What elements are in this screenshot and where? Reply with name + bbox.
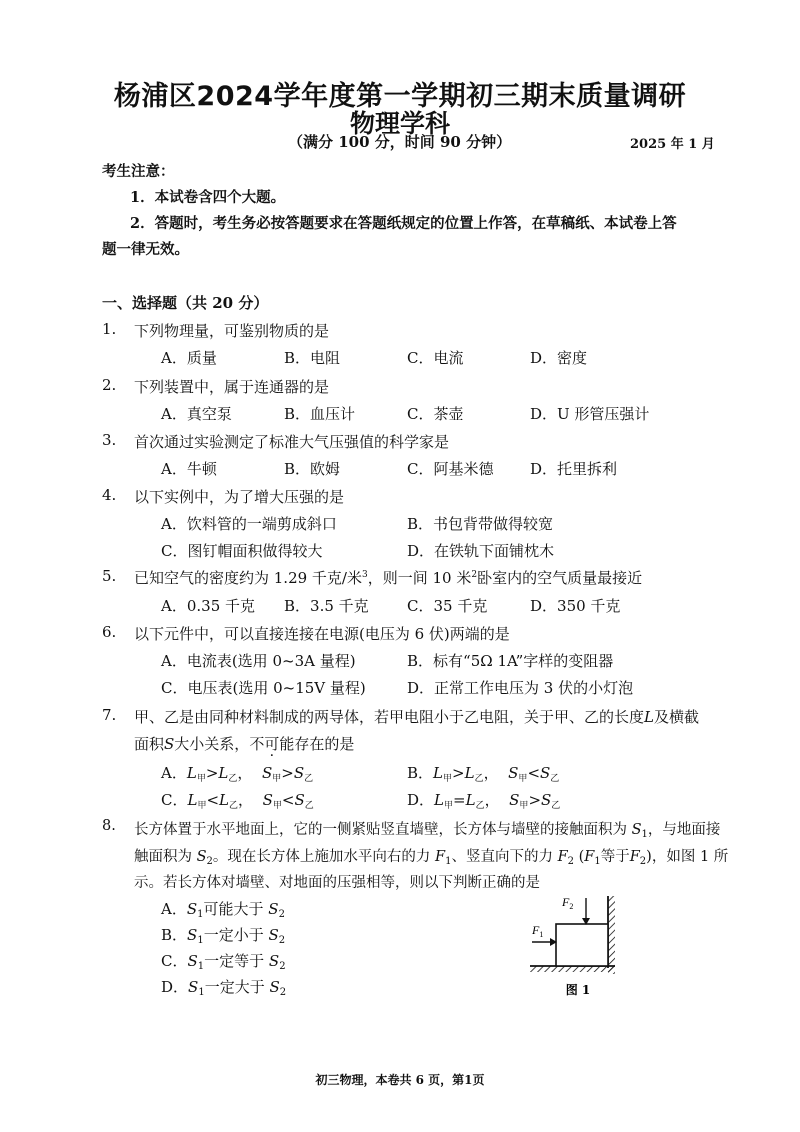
- q5-option-a: A．0.35 千克: [161, 597, 255, 615]
- question-number: 2.: [102, 376, 117, 394]
- q7-option-d: D．$L_甲=L_乙$， $S_甲>S_乙$: [407, 791, 561, 811]
- f2-label: $F_2$: [562, 895, 574, 911]
- question-number: 7.: [102, 706, 117, 724]
- question-number: 3.: [102, 431, 117, 449]
- question-8-stem-line1: 长方体置于水平地面上，它的一侧紧贴竖直墙壁，长方体与墙壁的接触面积为 $S_1$，与地面接: [134, 822, 721, 840]
- exam-info: （满分 100 分，时间 90 分钟）: [288, 133, 512, 151]
- q3-option-c: C．阿基米德: [407, 460, 494, 478]
- question-8-stem-line2: 触面积为 $S_2$。现在长方体上施加水平向右的力 $F_1$、竖直向下的力 $F_2$ ($F_1$等于$F_2$)，如图 1 所: [134, 849, 729, 867]
- question-5-stem: 已知空气的密度约为 1.29 千克/米$^3$，则一间 10 米$^2$卧室内的空气质量最接近: [134, 569, 643, 587]
- document-title: 杨浦区2024学年度第一学期初三期末质量调研: [113, 81, 687, 112]
- q2-option-d: D．U 形管压强计: [530, 405, 650, 423]
- figure-caption: 图 1: [565, 983, 591, 997]
- block: [556, 924, 608, 966]
- question-7-stem-line1: 甲、乙是由同种材料制成的两导体，若甲电阻小于乙电阻，关于甲、乙的长度L及横截: [134, 708, 699, 726]
- figure-1-diagram: [520, 890, 630, 1002]
- question-7-stem-line2: 面积S大小关系，不可能存在的是: [134, 735, 355, 753]
- wall-hatch: [608, 896, 615, 974]
- exam-date: 2025 年 1 月: [630, 137, 715, 152]
- ground-hatch: [530, 966, 615, 972]
- q6-option-b: B．标有“5Ω 1A”字样的变阻器: [407, 652, 614, 670]
- question-3-stem: 首次通过实验测定了标准大气压强值的科学家是: [134, 433, 450, 451]
- q6-option-a: A．电流表(选用 0~3A 量程): [161, 652, 356, 670]
- q7-option-b: B．$L_甲>L_乙$， $S_甲<S_乙$: [407, 764, 560, 784]
- q1-option-c: C．电流: [407, 349, 464, 367]
- notice-item-1: 1．本试卷含四个大题。: [130, 189, 286, 206]
- question-6-stem: 以下元件中，可以直接连接在电源(电压为 6 伏)两端的是: [134, 625, 510, 643]
- q8-option-d: D．$S_1$一定大于 $S_2$: [161, 978, 287, 998]
- q6-option-d: D．正常工作电压为 3 伏的小灯泡: [407, 679, 634, 697]
- q6-option-c: C．电压表(选用 0~15V 量程): [161, 679, 366, 697]
- question-1-stem: 下列物理量，可鉴别物质的是: [134, 322, 330, 340]
- page-footer: 初三物理，本卷共 6 页，第1页: [315, 1073, 485, 1087]
- notice-item-2: 2．答题时，考生务必按答题要求在答题纸规定的位置上作答，在草稿纸、本试卷上答: [130, 215, 677, 232]
- section-heading: 一、选择题（共 20 分）: [102, 294, 269, 312]
- q4-option-a: A．饮料管的一端剪成斜口: [161, 515, 337, 533]
- subject-title: 物理学科: [349, 109, 450, 138]
- q7-option-a: A．$L_甲>L_乙$， $S_甲>S_乙$: [161, 764, 314, 784]
- question-number: 8.: [102, 818, 116, 834]
- q8-option-b: B．$S_1$一定小于 $S_2$: [161, 926, 286, 946]
- q4-option-d: D．在铁轨下面铺枕木: [407, 542, 555, 560]
- q3-option-a: A．牛顿: [161, 460, 217, 478]
- q7-option-c: C．$L_甲<L_乙$， $S_甲<S_乙$: [161, 791, 314, 811]
- q3-option-b: B．欧姆: [284, 460, 341, 478]
- q5-option-d: D．350 千克: [530, 597, 621, 615]
- q5-option-b: B．3.5 千克: [284, 597, 369, 615]
- q3-option-d: D．托里拆利: [530, 460, 618, 478]
- q1-option-d: D．密度: [530, 349, 588, 367]
- question-number: 5.: [102, 567, 117, 585]
- q8-option-c: C．$S_1$一定等于 $S_2$: [161, 952, 286, 972]
- q2-option-a: A．真空泵: [161, 405, 232, 423]
- notice-item-2-cont: 题一律无效。: [102, 241, 189, 258]
- q1-option-a: A．质量: [161, 349, 217, 367]
- q5-option-c: C．35 千克: [407, 597, 488, 615]
- q4-option-c: C．图钉帽面积做得较大: [161, 542, 323, 560]
- q4-option-b: B．书包背带做得较宽: [407, 515, 554, 533]
- question-8-stem-line3: 示。若长方体对墙壁、对地面的压强相等，则以下判断正确的是: [134, 875, 540, 891]
- q2-option-b: B．血压计: [284, 405, 356, 423]
- question-number: 6.: [102, 623, 117, 641]
- notice-heading: 考生注意：: [102, 163, 175, 180]
- question-number: 1.: [102, 320, 117, 338]
- q2-option-c: C．茶壶: [407, 405, 464, 423]
- question-4-stem: 以下实例中，为了增大压强的是: [134, 488, 345, 506]
- q1-option-b: B．电阻: [284, 349, 341, 367]
- question-2-stem: 下列装置中，属于连通器的是: [134, 378, 330, 396]
- question-number: 4.: [102, 486, 117, 504]
- q8-option-a: A．$S_1$可能大于 $S_2$: [161, 900, 285, 920]
- f1-label: $F_1$: [532, 923, 544, 939]
